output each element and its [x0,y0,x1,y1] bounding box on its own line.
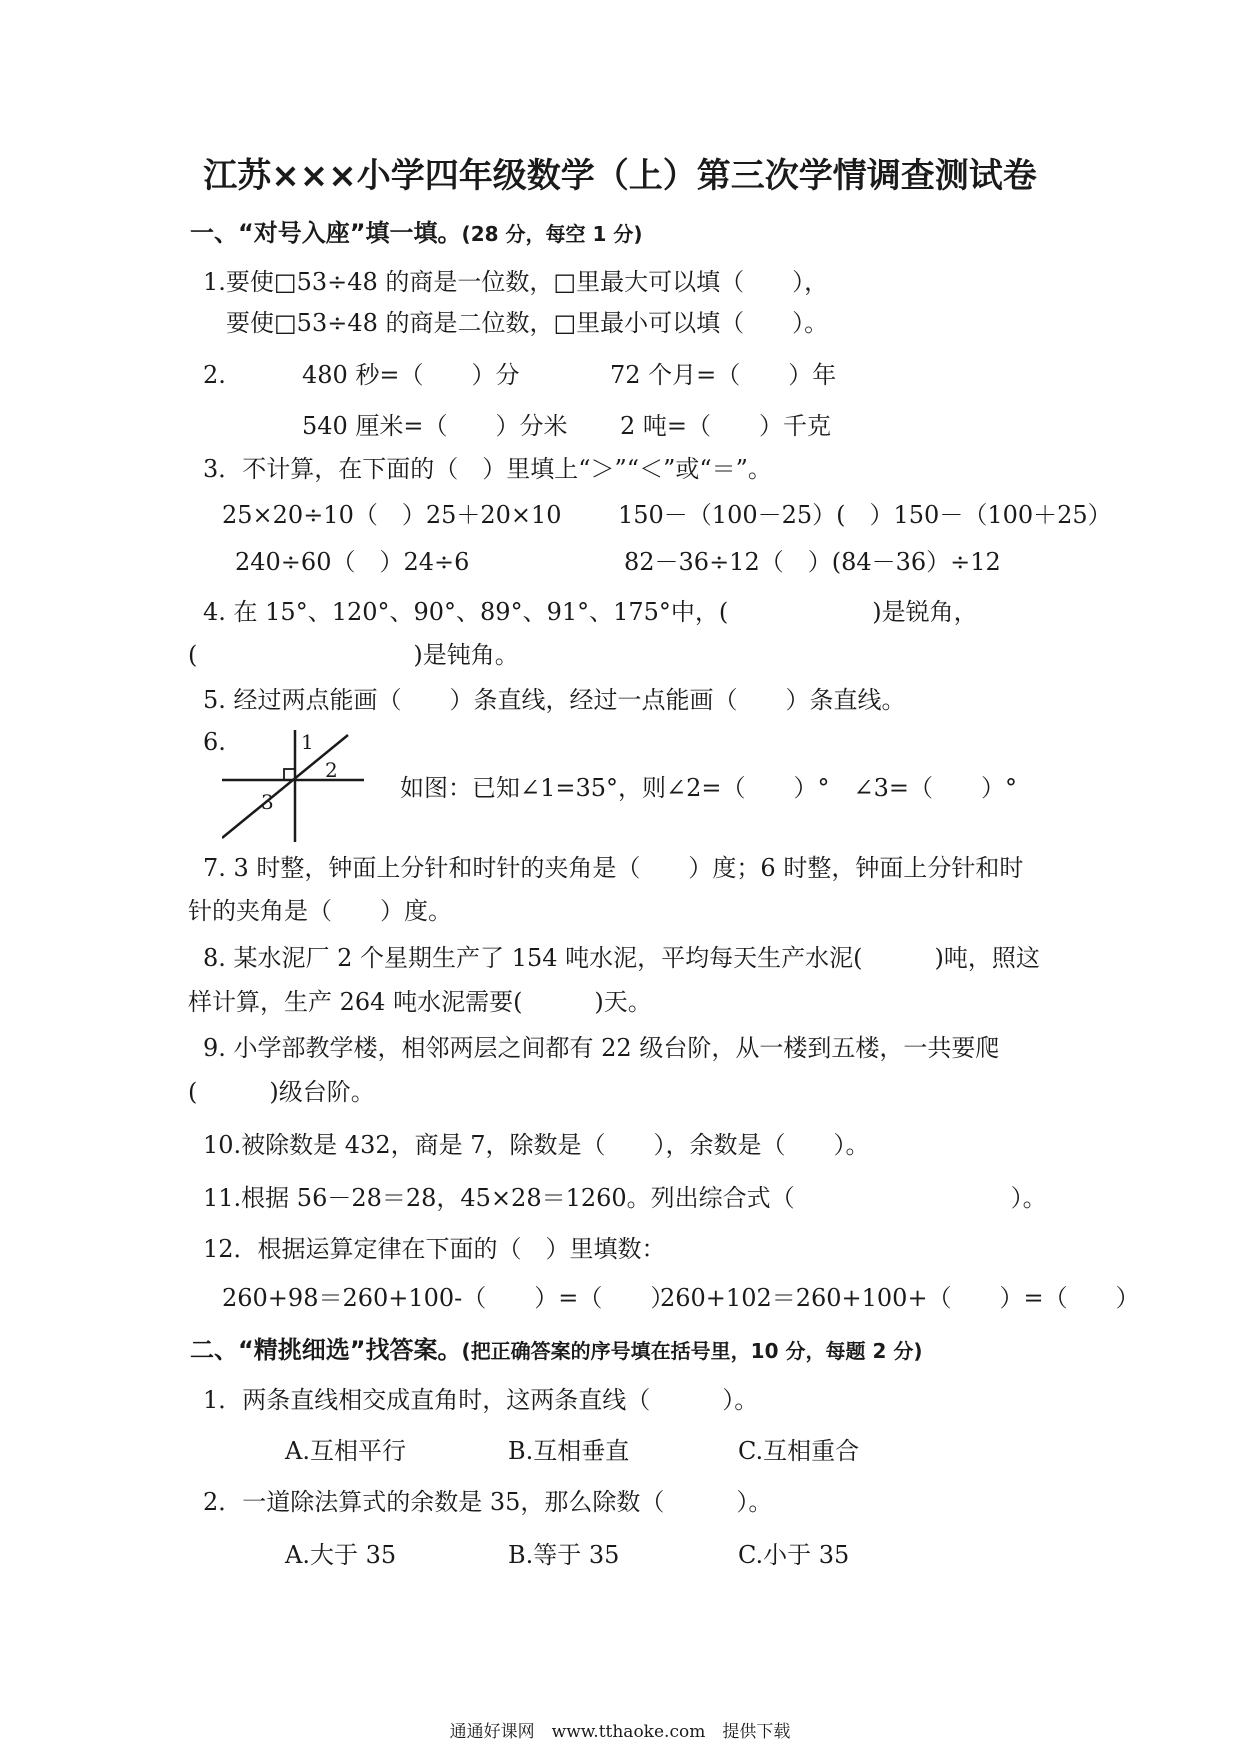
q10-line: 10.被除数是 432，商是 7，除数是（ ），余数是（ ）。 [203,1131,870,1159]
q3-item-b: 150－（100－25）( ）150－（100＋25） [618,501,1112,529]
mc1-option-b: B.互相垂直 [508,1437,630,1465]
q12-item-a: 260+98＝260+100-（ ）=（ ） [222,1284,675,1312]
q1-line1: 1.要使□53÷48 的商是一位数，□里最大可以填（ ）， [203,268,829,296]
mc1-option-c: C.互相重合 [738,1437,860,1465]
angle-label-3: 3 [261,790,274,814]
q2-number: 2. [203,361,226,389]
q11-line: 11.根据 56－28＝28，45×28＝1260。列出综合式（ ）。 [203,1184,1047,1212]
q9-line1: 9. 小学部教学楼，相邻两层之间都有 22 级台阶，从一楼到五楼，一共要爬 [203,1034,1000,1062]
mc2-question: 2．一道除法算式的余数是 35，那么除数（ ）。 [203,1488,773,1516]
mc2-option-b: B.等于 35 [508,1541,620,1569]
q2-item-months: 72 个月=（ ）年 [610,361,837,389]
q6-number: 6. [203,728,226,756]
section1-heading-text: 一、“对号入座”填一填。 [190,219,462,247]
q9-line2: ( )级台阶。 [188,1078,375,1106]
section1-heading [190,213,642,248]
q2-item-seconds: 480 秒=（ ）分 [302,361,520,389]
q1-line2: 要使□53÷48 的商是二位数，□里最小可以填（ ）。 [226,309,829,337]
slanted-line [222,735,348,838]
mc1-option-a: A.互相平行 [285,1437,406,1465]
page-title: 江苏×××小学四年级数学（上）第三次学情调查测试卷 [203,156,1037,196]
section1-heading-note: (28 分，每空 1 分) [461,222,643,246]
q2-item-centimeters: 540 厘米=（ ）分米 [302,412,568,440]
q4-line1: 4. 在 15°、120°、90°、89°、91°、175°中，( )是锐角， [203,598,978,626]
q5-line: 5. 经过两点能画（ ）条直线，经过一点能画（ ）条直线。 [203,686,906,714]
q3-prompt: 3．不计算，在下面的（ ）里填上“＞”“＜”或“＝”。 [203,455,772,483]
mc2-option-c: C.小于 35 [738,1541,850,1569]
mc1-question: 1．两条直线相交成直角时，这两条直线（ ）。 [203,1386,759,1414]
q6-text: 如图：已知∠1=35°，则∠2=（ ）° ∠3=（ ）° [400,774,1018,802]
q8-line2: 样计算，生产 264 吨水泥需要( )天。 [188,988,652,1016]
q3-item-a: 25×20÷10（ ）25＋20×10 [222,501,562,529]
q7-line2: 针的夹角是（ ）度。 [188,897,452,925]
section2-heading [190,1330,922,1365]
intersecting-lines-figure [222,730,372,842]
q7-line1: 7. 3 时整，钟面上分针和时针的夹角是（ ）度；6 时整，钟面上分针和时 [203,854,1024,882]
angle-label-2: 2 [325,758,338,782]
section2-heading-text: 二、“精挑细选”找答案。 [190,1336,462,1364]
q12-item-b: 260+102＝260+100+（ ）=（ ） [660,1284,1140,1312]
q2-item-tons: 2 吨=（ ）千克 [620,412,832,440]
q12-prompt: 12．根据运算定律在下面的（ ）里填数： [203,1235,666,1263]
q3-item-c: 240÷60（ ）24÷6 [235,548,470,576]
q4-line2: ( )是钝角。 [188,641,519,669]
q8-line1: 8. 某水泥厂 2 个星期生产了 154 吨水泥，平均每天生产水泥( )吨，照这 [203,944,1040,972]
section2-heading-note: (把正确答案的序号填在括号里，10 分，每题 2 分) [461,1339,923,1363]
angle-label-1: 1 [301,730,314,754]
mc2-option-a: A.大于 35 [285,1541,397,1569]
q3-item-d: 82－36÷12（ ）(84－36）÷12 [624,548,1001,576]
footer-credit: 通通好课网 www.tthaoke.com 提供下载 [449,1722,791,1742]
